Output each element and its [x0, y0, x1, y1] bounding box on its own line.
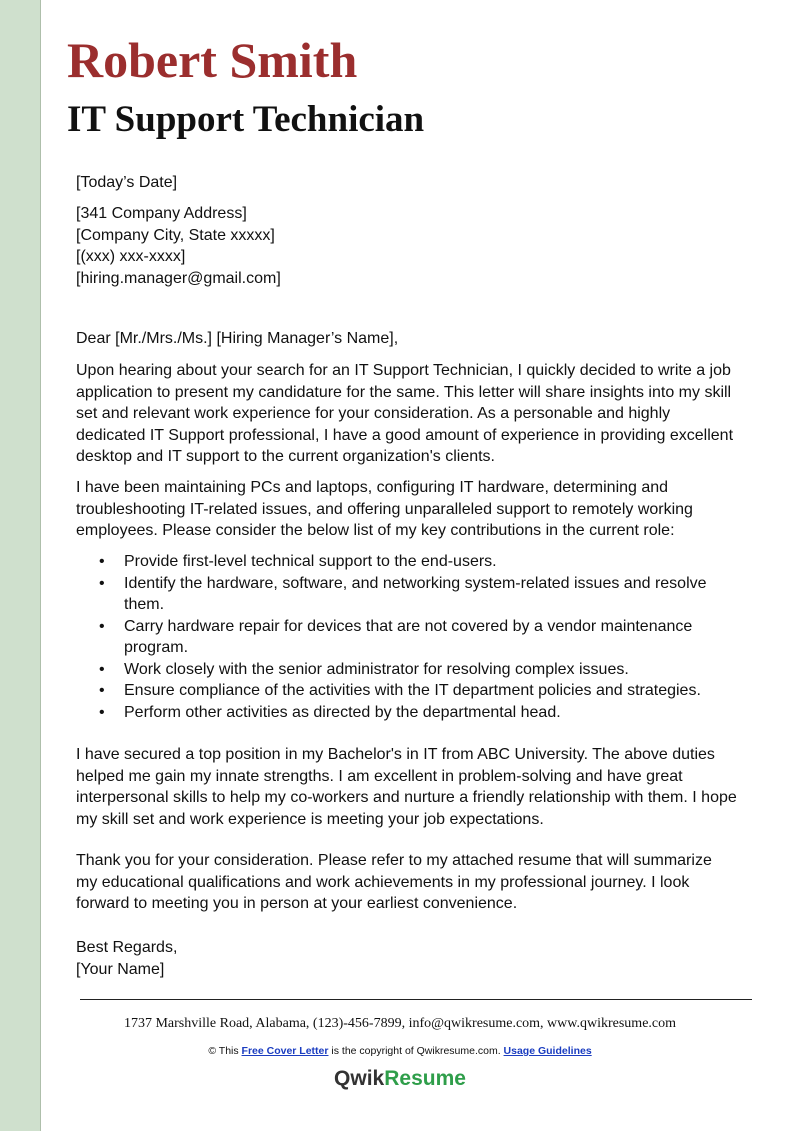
- signature: [Your Name]: [76, 960, 165, 978]
- list-item-text: • Identify the hardware, software, and networking system-related issues and resolve: [124, 574, 707, 592]
- paragraph-line: troubleshooting IT-related issues, and offering unparalleled support to remotely working: [76, 500, 693, 518]
- salutation: [76, 328, 756, 350]
- paragraph-line: Thank you for your consideration. Please refer to my attached resume that will summarize: [76, 852, 712, 869]
- logo-resume: Resume: [384, 1067, 466, 1090]
- paragraph-intro: [76, 360, 756, 468]
- list-item-text: • Perform other activities as directed by the departmental head.: [124, 703, 561, 721]
- paragraph-education: [76, 744, 756, 830]
- paragraph-line: my skill set and work experience is meeting your job expectations.: [76, 810, 544, 828]
- contributions-list: [76, 551, 756, 723]
- list-item: [76, 573, 756, 616]
- closing: Best Regards,: [76, 939, 178, 956]
- list-item-text: • Carry hardware repair for devices that are not covered by a vendor maintenance: [124, 617, 693, 635]
- list-item-text: • Ensure compliance of the activities with the IT department policies and strategies.: [124, 682, 701, 699]
- company-city-state: [Company City, State xxxxx]: [76, 226, 275, 244]
- paragraph-line: helped me gain my innate strengths. I am excellent in problem-solving and have great: [76, 767, 683, 785]
- list-item-text: • Provide first-level technical support to the end-users.: [124, 553, 497, 570]
- list-item: [76, 702, 756, 724]
- copyright-prefix: © This: [208, 1045, 242, 1057]
- logo-qwik: Qwik: [334, 1067, 385, 1090]
- list-item: [76, 680, 756, 702]
- paragraph-line: employees. Please consider the below list of my key contributions in the current role:: [76, 522, 675, 539]
- paragraph-line: desktop and IT support to the current organization's clients.: [76, 448, 495, 465]
- paragraph-line: interpersonal skills to help my co-workers and nurture a friendly relationship with them. I hope: [76, 789, 737, 806]
- footer-address: 1737 Marshville Road, Alabama, (123)-456-7899, info@qwikresume.com, www.qwikresume.com: [123, 1016, 677, 1031]
- list-item: [76, 659, 756, 681]
- paragraph-thanks: [76, 850, 756, 915]
- recipient-address: [76, 203, 756, 289]
- list-item: [76, 551, 756, 573]
- free-cover-letter-link[interactable]: Free Cover Letter: [241, 1045, 329, 1057]
- paragraph-line: I have secured a top position in my Bachelor's in IT from ABC University. The above duties: [76, 746, 715, 763]
- paragraph-line: dedicated IT Support professional, I have a good amount of experience in providing excellent: [76, 426, 734, 444]
- date-block: [76, 172, 756, 194]
- footer-divider: [80, 999, 752, 1000]
- paragraph-experience: [76, 477, 756, 542]
- hiring-manager-email: [hiring.manager@gmail.com]: [76, 269, 281, 287]
- list-item-text: program.: [124, 639, 189, 656]
- company-address: [341 Company Address]: [76, 205, 247, 222]
- job-title: IT Support Technician: [67, 99, 425, 140]
- paragraph-line: application to present my candidature for the same. This letter will share insights into my skill: [76, 383, 732, 401]
- copyright-middle: is the copyright of Qwikresume.com.: [328, 1045, 504, 1057]
- qwikresume-logo[interactable]: [0, 1067, 800, 1091]
- side-stripe: [0, 0, 41, 1131]
- salutation-text: Dear [Mr./Mrs./Ms.] [Hiring Manager’s Name],: [76, 330, 399, 347]
- letter-date: [Today’s Date]: [76, 174, 178, 191]
- paragraph-line: I have been maintaining PCs and laptops, configuring IT hardware, determining and: [76, 479, 669, 496]
- applicant-name: Robert Smith: [67, 32, 358, 88]
- paragraph-line: my educational qualifications and work achievements in my professional journey. I look: [76, 873, 690, 891]
- paragraph-line: set and relevant work experience for your consideration. As a personable and highly: [76, 405, 671, 422]
- sign-off: [76, 937, 756, 980]
- company-phone: [(xxx) xxx-xxxx]: [76, 248, 186, 265]
- paragraph-line: forward to meeting you in person at your earliest convenience.: [76, 895, 518, 912]
- copyright-notice: [0, 1045, 800, 1057]
- list-item-text: • Work closely with the senior administrator for resolving complex issues.: [124, 660, 629, 678]
- list-item: [76, 616, 756, 659]
- list-item-text: them.: [124, 596, 165, 613]
- paragraph-line: Upon hearing about your search for an IT Support Technician, I quickly decided to write a job: [76, 362, 731, 379]
- usage-guidelines-link[interactable]: Usage Guidelines: [503, 1045, 592, 1057]
